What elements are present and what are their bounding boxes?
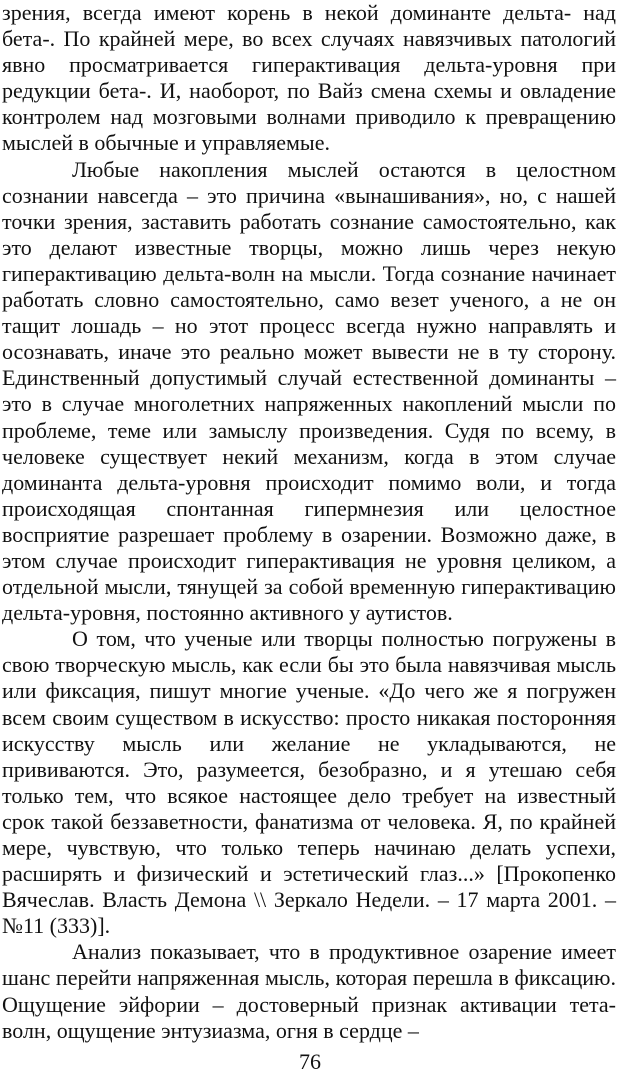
page-number: 76 <box>299 1049 321 1074</box>
paragraph: О том, что ученые или творцы полностью погружены в свою творческую мысль, как если бы это была навязчивая мысль или фиксация, пишут многие ученые. «До чего же я погружен всем своим существом в искусство: просто никакая посторонняя искусству мысль или желание не укладываются, не прививаются. Это, разумеется, безобразно, и я утешаю себя только тем, что всякое настоящее дело требует на известный срок такой беззаветности, фанатизма от человека. Я, по крайней мере, чувствую, что только теперь начинаю делать успехи, расширять и физический и эстетический глаз...» [Прокопенко Вячеслав. Власть Демона \\ Зеркало Недели. – 17 марта 2001. – №11 (333)]. <box>2 626 616 939</box>
paragraph: Любые накопления мыслей остаются в целостном сознании навсегда – это причина «вынашивания», но, с нашей точки зрения, заставить работать сознание самостоятельно, как это делают известные творцы, можно лишь через некую гиперактивацию дельта-волн на мысли. Тогда сознание начинает работать словно самостоятельно, само везет ученого, а не он тащит лошадь – но этот процесс всегда нужно направлять и осознавать, иначе это реально может вывести не в ту сторону. Единственный допустимый случай естественной доминанты – это в случае многолетних напряженных накоплений мысли по проблеме, теме или замыслу произведения. Судя по всему, в человеке существует некий механизм, когда в этом случае доминанта дельта-уровня происходит помимо воли, и тогда происходящая спонтанная гипермнезия или целостное восприятие разрешает проблему в озарении. Возможно даже, в этом случае происходит гиперактивация не уровня целиком, а отдельной мысли, тянущей за собой временную гиперактивацию дельта-уровня, постоянно активного у аутистов. <box>2 156 616 626</box>
paragraph: Анализ показывает, что в продуктивное озарение имеет шанс перейти напряженная мысль, которая перешла в фиксацию. Ощущение эйфории – достоверный признак активации тета-волн, ощущение энтузиазма, огня в сердце – <box>2 939 616 1043</box>
paragraph-continuation: зрения, всегда имеют корень в некой доминанте дельта- над бета-. По крайней мере, во всех случаях навязчивых патологий явно просматривается гиперактивация дельта-уровня при редукции бета-. И, наоборот, по Вайз смена схемы и овладение контролем над мозговыми волнами приводило к превращению мыслей в обычные и управляемые. <box>2 0 616 156</box>
body-text <box>2 0 616 1044</box>
